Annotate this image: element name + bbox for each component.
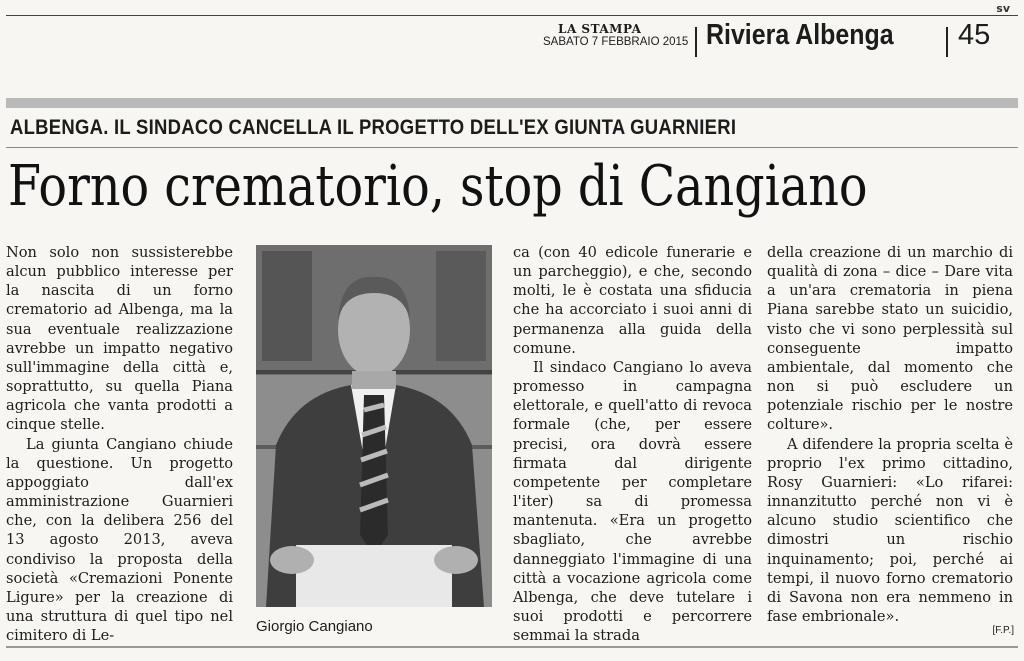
paragraph: A difendere la propria scelta è proprio l'ex primo cittadino, Rosy Guarnieri: «Lo rifarei: innanzitutto perché non vi è alcuno studio scientifico che dimostri un rischio inquinamento; poi, perché ai tempi, il nuovo forno crematorio di Savona non era nemmeno in fase embrionale». bbox=[767, 435, 1013, 625]
masthead: LA STAMPA bbox=[558, 22, 642, 36]
section-title: Riviera Albenga bbox=[706, 19, 894, 51]
portrait-illustration bbox=[256, 245, 492, 607]
header-divider bbox=[946, 27, 948, 57]
portrait-photo bbox=[256, 245, 492, 607]
paragraph: Il sindaco Cangiano lo aveva promesso in campagna elettorale, e quell'atto di revoca formale (che, per essere precisi, ora dovrà essere firmata dal dirigente competente per completare l'iter) sa di promessa mantenuta. «Era un progetto sbagliato, che avrebbe danneggiato l'immagine di una città a vocazione agricola come Albenga, che deve tutelare i suoi prodotti e percorrere semmai la strada bbox=[513, 358, 752, 645]
article-column-1 bbox=[6, 243, 233, 645]
article-kicker: ALBENGA. IL SINDACO CANCELLA IL PROGETTO DELL'EX GIUNTA GUARNIERI bbox=[10, 116, 737, 139]
top-rule bbox=[6, 15, 1018, 16]
header-divider bbox=[695, 27, 697, 57]
issue-date: SABATO 7 FEBBRAIO 2015 bbox=[543, 36, 689, 48]
page-number: 45 bbox=[958, 19, 991, 51]
author-signature: [F.P.] bbox=[992, 625, 1014, 636]
article-column-3 bbox=[513, 243, 752, 645]
corner-tag: sv bbox=[996, 2, 1010, 15]
photo-caption: Giorgio Cangiano bbox=[256, 618, 373, 635]
paragraph: della creazione di un marchio di qualità di zona – dice – Dare vita a un'ara crematoria in piena Piana sarebbe stato un suicidio, visto che vi sono perplessità sul conseguente impatto ambientale, dal momento che non si può escludere un potenziale rischio per le nostre colture». bbox=[767, 244, 1013, 434]
paragraph: La giunta Cangiano chiude la questione. Un progetto appoggiato dall'ex amministrazione Guarnieri che, con la delibera 256 del 13 agosto 2013, aveva condiviso la proposta della società «Cremazioni Ponente Ligure» per la creazione di una struttura di quel tipo nel cimitero di Le- bbox=[6, 435, 233, 645]
bottom-rule bbox=[6, 646, 1018, 648]
section-band bbox=[6, 98, 1018, 108]
paragraph: ca (con 40 edicole funerarie e un parcheggio), e che, secondo molti, le è costata una sfiducia che ha accorciato i suoi anni di permanenza alla guida della comune. bbox=[513, 244, 752, 357]
article-column-4 bbox=[767, 243, 1013, 626]
paragraph: Non solo non sussisterebbe alcun pubblico interesse per la nascita di un forno crematorio ad Albenga, ma la sua eventuale realizzazione avrebbe un impatto negativo sull'immagine della città e, soprattutto, su quella Piana agricola che vanta prodotti a cinque stelle. bbox=[6, 244, 233, 434]
kicker-rule bbox=[6, 147, 1018, 148]
article-headline: Forno crematorio, stop di Cangiano bbox=[8, 154, 868, 219]
